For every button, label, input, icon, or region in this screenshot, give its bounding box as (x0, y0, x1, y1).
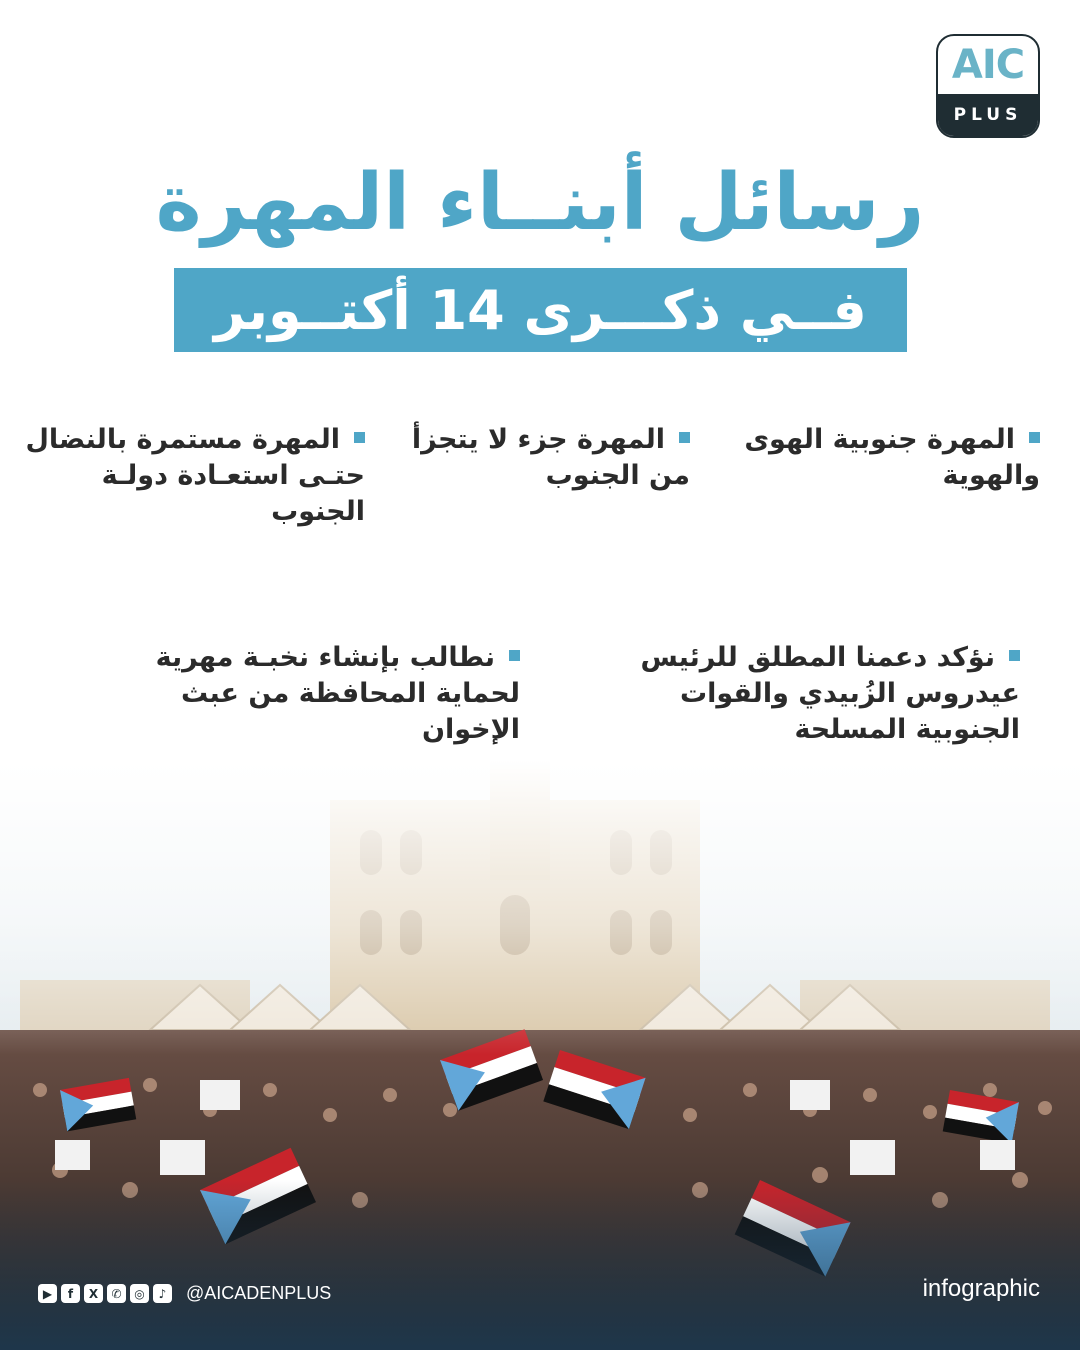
point-text: نطالب بإنشاء نخبـة مهرية لحماية المحافظة من عبث الإخوان (155, 642, 520, 745)
message-point-4 (590, 640, 1020, 748)
bullet-square-icon (1009, 650, 1020, 661)
logo-sub: PLUS (938, 94, 1038, 136)
message-point-2 (370, 422, 690, 494)
page-title: رسائل أبنــاء المهرة (155, 158, 925, 248)
social-handle: @AICADENPLUS (186, 1283, 332, 1303)
infographic-tag: infographic (922, 1275, 1040, 1302)
message-point-5 (120, 640, 520, 748)
instagram-icon[interactable]: ◎ (130, 1284, 149, 1303)
message-point-3 (20, 422, 365, 530)
social-bar (38, 1283, 331, 1304)
bullet-square-icon (1029, 432, 1040, 443)
brand-logo (936, 34, 1040, 138)
point-text: المهرة جزء لا يتجزأ من الجنوب (411, 424, 690, 491)
message-point-1 (700, 422, 1040, 494)
x-icon[interactable]: X (84, 1284, 103, 1303)
point-text: المهرة جنوبية الهوى والهوية (744, 424, 1040, 491)
bullet-square-icon (354, 432, 365, 443)
bullet-square-icon (509, 650, 520, 661)
point-text: المهرة مستمرة بالنضال حتـى استعـادة دولـة الجنوب (25, 424, 365, 527)
bullet-square-icon (679, 432, 690, 443)
point-text: نؤكد دعمنا المطلق للرئيس عيدروس الزُبيدي والقوات الجنوبية المسلحة (640, 642, 1020, 745)
facebook-icon[interactable]: f (61, 1284, 80, 1303)
rally-crowd-photo (0, 760, 1080, 1350)
youtube-icon[interactable]: ▶ (38, 1284, 57, 1303)
subtitle-banner (174, 268, 907, 352)
tiktok-icon[interactable]: ♪ (153, 1284, 172, 1303)
page-subtitle: فــي ذكـــرى 14 أكتــوبر (214, 278, 867, 342)
logo-mark: AIC (951, 42, 1025, 88)
whatsapp-icon[interactable]: ✆ (107, 1284, 126, 1303)
